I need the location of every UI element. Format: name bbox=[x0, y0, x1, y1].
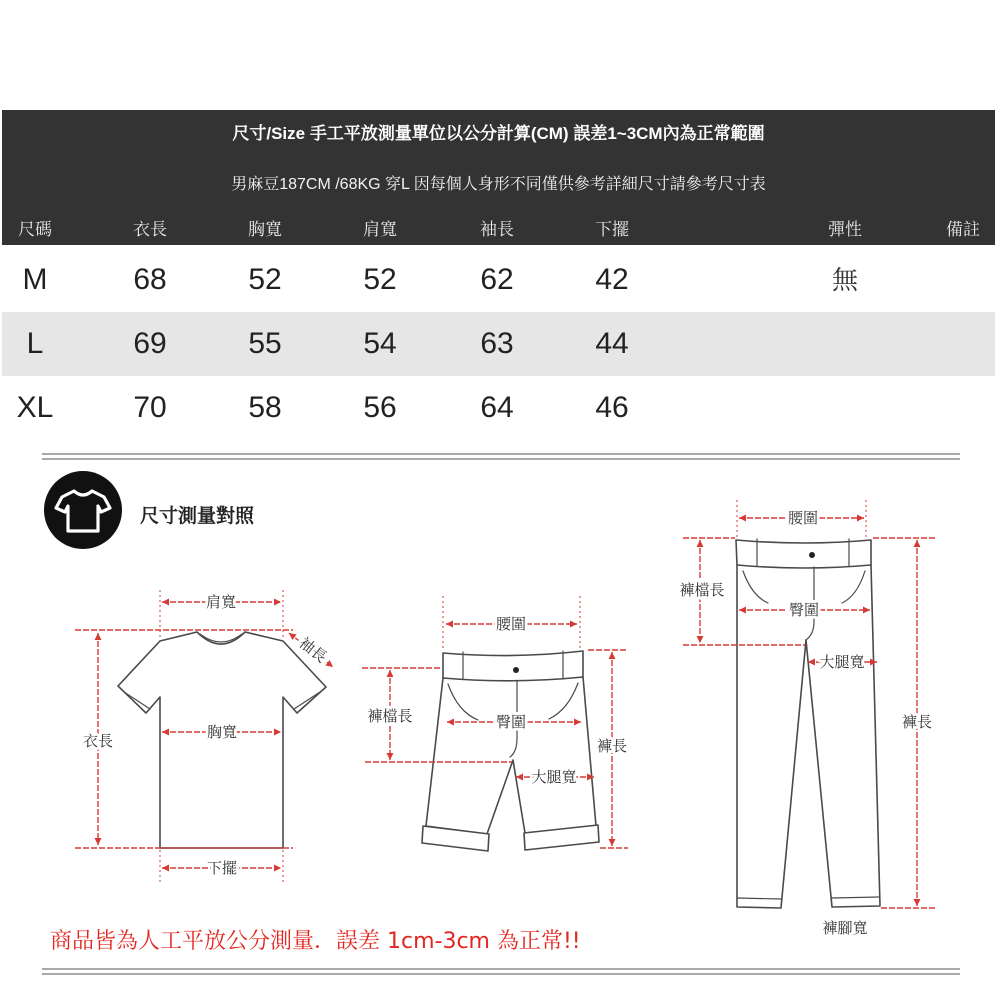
tshirt-sleeve-label: 袖長 bbox=[295, 633, 331, 667]
col-header-size: 尺碼 bbox=[18, 220, 52, 239]
col-header-remarks: 備註 bbox=[946, 220, 980, 239]
pants-rise-label: 褲檔長 bbox=[679, 581, 725, 599]
cell-size: M bbox=[22, 263, 48, 296]
cell-shoulder: 54 bbox=[363, 327, 397, 360]
measure-section-title: 尺寸測量對照 bbox=[140, 505, 255, 527]
pants-waistband bbox=[736, 540, 871, 568]
shorts-waist-label: 腰圍 bbox=[495, 615, 527, 633]
cell-length: 68 bbox=[133, 263, 167, 296]
size-chart-title: 尺寸/Size 手工平放測量單位以公分計算(CM) 誤差1~3CM內為正常範圍 bbox=[232, 124, 765, 143]
pants-button bbox=[809, 552, 815, 558]
shorts-button bbox=[513, 667, 519, 673]
cell-size: XL bbox=[16, 391, 54, 424]
cell-size: L bbox=[26, 327, 44, 360]
model-fit-note: 男麻豆187CM /68KG 穿L 因每個人身形不同僅供參考詳細尺寸請參考尺寸表 bbox=[231, 176, 766, 193]
cell-chest: 55 bbox=[248, 327, 282, 360]
shorts-hip-label: 臀圍 bbox=[495, 713, 527, 731]
table-row bbox=[2, 312, 995, 376]
cell-shoulder: 52 bbox=[363, 263, 397, 296]
col-header-elasticity: 彈性 bbox=[828, 220, 862, 239]
cell-shoulder: 56 bbox=[363, 391, 397, 424]
cell-sleeve: 63 bbox=[480, 327, 514, 360]
tshirt-length-label: 衣長 bbox=[82, 732, 114, 750]
shorts-length-label: 褲長 bbox=[596, 737, 628, 755]
size-chart-header bbox=[2, 110, 995, 245]
tshirt-hem-label: 下擺 bbox=[206, 859, 238, 877]
col-header-length: 衣長 bbox=[133, 220, 167, 239]
section-divider bbox=[42, 453, 960, 460]
col-header-sleeve: 袖長 bbox=[480, 220, 514, 239]
measurement-diagrams bbox=[0, 480, 1000, 960]
cell-sleeve: 62 bbox=[480, 263, 514, 296]
bottom-divider bbox=[42, 968, 960, 975]
shorts-rise-label: 褲檔長 bbox=[367, 707, 413, 725]
measurement-error-note: 商品皆為人工平放公分測量．誤差 1cm-3cm 為正常!! bbox=[50, 929, 581, 954]
col-header-chest: 胸寬 bbox=[248, 220, 282, 239]
shorts-diagram bbox=[362, 596, 628, 851]
cell-hem: 46 bbox=[595, 391, 629, 424]
tshirt-shoulder-label: 肩寬 bbox=[205, 593, 237, 611]
table-row bbox=[2, 376, 995, 440]
cell-chest: 58 bbox=[248, 391, 282, 424]
shorts-waistband bbox=[443, 651, 583, 681]
shorts-thigh-label: 大腿寬 bbox=[531, 768, 577, 786]
col-header-hem: 下擺 bbox=[595, 220, 629, 239]
cell-hem: 42 bbox=[595, 263, 629, 296]
table-header-row bbox=[2, 216, 995, 244]
table-row bbox=[2, 248, 995, 312]
cell-hem: 44 bbox=[595, 327, 629, 360]
cell-length: 70 bbox=[133, 391, 167, 424]
cell-elasticity: 無 bbox=[831, 265, 858, 295]
pants-diagram bbox=[679, 500, 937, 937]
cell-sleeve: 64 bbox=[480, 391, 514, 424]
tshirt-diagram bbox=[75, 590, 333, 882]
pants-thigh-label: 大腿寬 bbox=[819, 653, 865, 671]
tshirt-chest-label: 胸寬 bbox=[206, 723, 238, 741]
pants-waist-label: 腰圍 bbox=[787, 509, 819, 527]
cell-chest: 52 bbox=[248, 263, 282, 296]
cell-length: 69 bbox=[133, 327, 167, 360]
pants-hip-label: 臀圍 bbox=[788, 601, 820, 619]
pants-leg-opening-label: 褲腳寬 bbox=[822, 919, 868, 937]
col-header-shoulder: 肩寬 bbox=[363, 220, 397, 239]
pants-length-label: 褲長 bbox=[901, 713, 933, 731]
